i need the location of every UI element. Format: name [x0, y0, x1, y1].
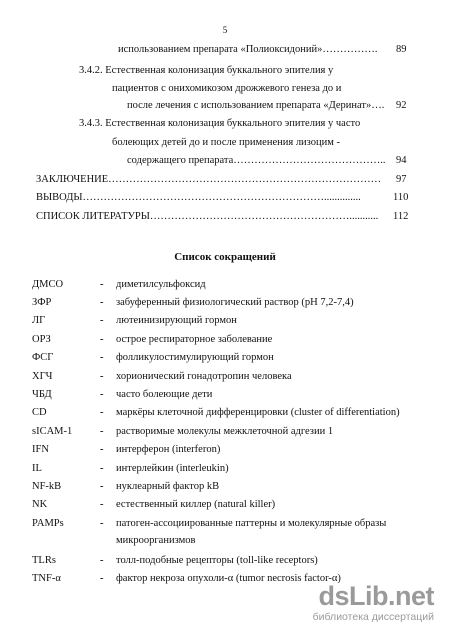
toc-line: содержащего препарата……………………………………..: [127, 155, 386, 166]
toc-line: болеющих детей до и после применения лизоцим -: [112, 137, 341, 148]
abbreviation-term: ЛГ: [32, 315, 46, 326]
dash: -: [100, 389, 104, 400]
abbreviation-term: ДМСО: [32, 279, 64, 290]
abbreviation-definition: диметилсульфоксид: [116, 279, 206, 290]
abbreviation-row: [0, 445, 450, 459]
dash: -: [100, 481, 104, 492]
abbreviation-definition: толл-подобные рецепторы (toll-like receptors): [116, 555, 318, 566]
abbreviation-definition: забуференный физиологический раствор (рН 7,2-7,4): [116, 297, 354, 308]
dash: -: [100, 573, 104, 584]
abbreviation-row: [0, 316, 450, 330]
abbreviation-term: TLRs: [32, 555, 56, 566]
abbreviation-row: [0, 372, 450, 386]
toc-line: ВЫВОДЫ……………………………………………………………..............: [36, 192, 361, 203]
abbreviation-definition: лютеинизирующий гормон: [116, 315, 237, 326]
abbreviation-row: [0, 280, 450, 294]
abbreviations-heading: Список сокращений: [174, 251, 276, 263]
abbreviation-row: [0, 519, 450, 551]
abbreviation-definition: фактор некроза опухоли-α (tumor necrosis factor-α): [116, 573, 341, 584]
abbreviation-term: ОРЗ: [32, 334, 51, 345]
abbreviation-term: IFN: [32, 444, 49, 455]
abbreviation-definition: острое респираторное заболевание: [116, 334, 273, 345]
abbreviation-row: [0, 482, 450, 496]
abbreviation-term: PAMPs: [32, 518, 64, 529]
abbreviation-term: TNF-α: [32, 573, 61, 584]
abbreviation-term: CD: [32, 407, 47, 418]
toc-page: 112: [393, 211, 409, 222]
watermark-subtitle: библиотека диссертаций: [312, 611, 434, 623]
dash: -: [100, 426, 104, 437]
abbreviation-row: [0, 500, 450, 514]
dash: -: [100, 518, 104, 529]
page-number: 5: [222, 25, 228, 35]
abbreviation-term: ЗФР: [32, 297, 52, 308]
toc-page: 110: [393, 192, 409, 203]
abbreviation-definition: маркёры клеточной дифференцировки (cluster of differentiation): [116, 407, 400, 418]
toc-line: 3.4.2. Естественная колонизация буккального эпителия у: [79, 65, 334, 76]
dash: -: [100, 407, 104, 418]
dash: -: [100, 352, 104, 363]
dash: -: [100, 315, 104, 326]
toc-page: 92: [396, 100, 407, 111]
abbreviation-term: ЧБД: [32, 389, 52, 400]
abbreviation-row: [0, 298, 450, 312]
abbreviation-row: [0, 390, 450, 404]
abbreviation-definition: патоген-ассоциированные паттерны и молекулярные образы: [116, 518, 387, 529]
abbreviation-row: [0, 464, 450, 478]
abbreviation-definition: хорионический гонадотропин человека: [116, 371, 292, 382]
abbreviation-definition: фолликулостимулирующий гормон: [116, 352, 274, 363]
dash: -: [100, 334, 104, 345]
watermark-logo: dsLib.net: [318, 581, 434, 611]
toc-page: 94: [396, 155, 407, 166]
abbreviation-definition: интерферон (interferon): [116, 444, 221, 455]
abbreviation-definition: интерлейкин (interleukin): [116, 463, 229, 474]
abbreviation-term: ФСГ: [32, 352, 54, 363]
abbreviation-row: [0, 335, 450, 349]
dash: -: [100, 279, 104, 290]
abbreviation-row: [0, 556, 450, 570]
abbreviation-term: NF-kB: [32, 481, 62, 492]
abbreviation-definition: естественный киллер (natural killer): [116, 499, 276, 510]
toc-page: 97: [396, 174, 407, 185]
dash: -: [100, 371, 104, 382]
toc-line: использованием препарата «Полиоксидоний»…………….: [118, 44, 378, 55]
dash: -: [100, 297, 104, 308]
abbreviation-row: [0, 427, 450, 441]
dash: -: [100, 555, 104, 566]
abbreviation-row: [0, 408, 450, 422]
toc-line: пациентов с онихомикозом дрожжевого генеза до и: [112, 83, 342, 94]
watermark: [313, 583, 434, 623]
toc-page: 89: [396, 44, 407, 55]
abbreviation-definition-continued: микроорганизмов: [116, 535, 196, 546]
toc-line: после лечения с использованием препарата «Деринат»….: [127, 100, 385, 111]
abbreviation-definition: растворимые молекулы межклеточной адгезии 1: [116, 426, 334, 437]
abbreviation-definition: часто болеющие дети: [116, 389, 213, 400]
toc-line: ЗАКЛЮЧЕНИЕ……………………………………………………………………: [36, 174, 382, 185]
abbreviation-row: [0, 353, 450, 367]
toc-line: СПИСОК ЛИТЕРАТУРЫ…………………………………………………...........: [36, 211, 379, 222]
dash: -: [100, 463, 104, 474]
abbreviation-term: NK: [32, 499, 48, 510]
dash: -: [100, 444, 104, 455]
toc-line: 3.4.3. Естественная колонизация буккального эпителия у часто: [79, 118, 361, 129]
dash: -: [100, 499, 104, 510]
abbreviation-definition: нуклеарный фактор kB: [116, 481, 220, 492]
abbreviation-term: sICAM-1: [32, 426, 73, 437]
abbreviation-term: IL: [32, 463, 42, 474]
abbreviation-term: ХГЧ: [32, 371, 53, 382]
